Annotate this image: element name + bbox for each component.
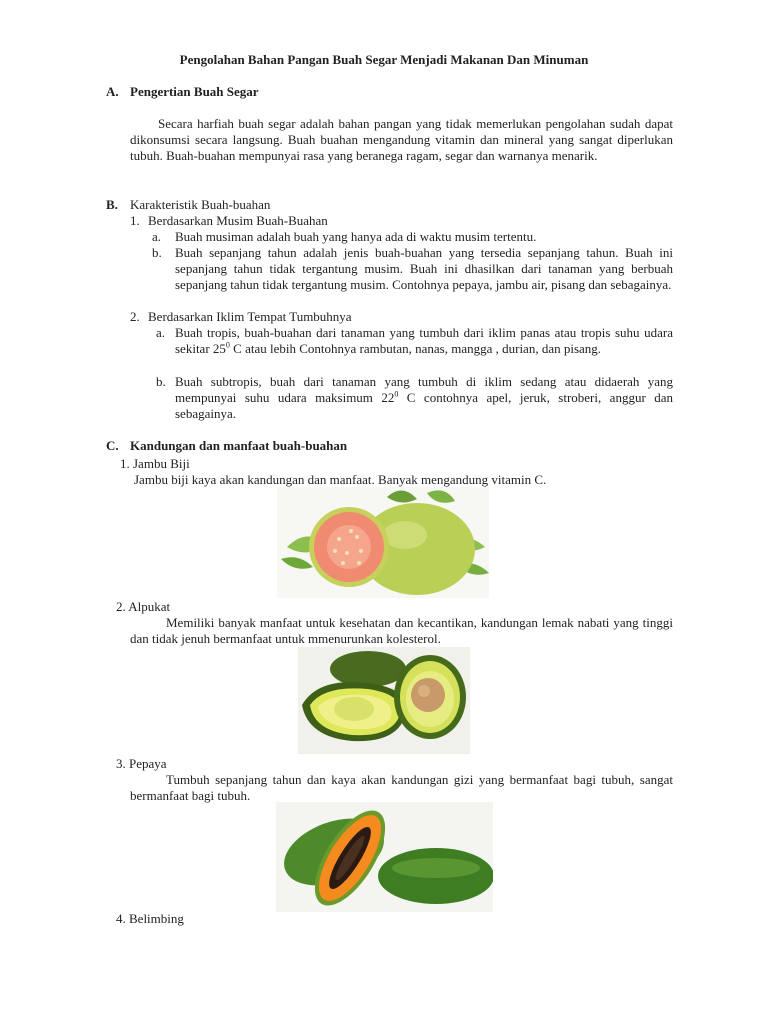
- b2b-text: Buah subtropis, buah dari tanaman yang tumbuh di iklim sedang atau didaerah yang mempunyai suhu udara maksimum $22^0$ C contohnya apel, jeruk, stroberi, anggur dan sebagainya.: [175, 374, 673, 422]
- b1b-label: b.: [152, 245, 162, 260]
- c1-text: Jambu biji kaya akan kandungan dan manfaat. Banyak mengandung vitamin C.: [134, 472, 547, 487]
- c3-label: 3. Pepaya: [116, 756, 167, 771]
- guava-image: [277, 487, 489, 598]
- guava-illustration: [277, 487, 489, 598]
- section-a-heading: Pengertian Buah Segar: [130, 84, 259, 99]
- section-b-marker: B.: [106, 197, 118, 212]
- b2a-text: Buah tropis, buah-buahan dari tanaman yang tumbuh dari iklim panas atau tropis suhu udara sekitar $25^0$ C atau lebih Contohnya rambutan, nanas, mangga , durian, dan pisang.: [175, 325, 673, 357]
- c2-text: Memiliki banyak manfaat untuk kesehatan dan kecantikan, kandungan lemak nabati yang tinggi dan tidak jenuh bermanfaat untuk mmenurunkan kolesterol.: [130, 615, 673, 647]
- b2-label: 2.: [130, 309, 140, 324]
- c4-label: 4. Belimbing: [116, 911, 184, 926]
- section-a-marker: A.: [106, 84, 119, 99]
- document-title: Pengolahan Bahan Pangan Buah Segar Menjadi Makanan Dan Minuman: [179, 52, 589, 67]
- section-b-heading: Karakteristik Buah-buahan: [130, 197, 271, 212]
- section-c-marker: C.: [106, 438, 119, 453]
- c3-text: Tumbuh sepanjang tahun dan kaya akan kandungan gizi yang bermanfaat bagi tubuh, sangat bermanfaat bagi tubuh.: [130, 772, 673, 804]
- b2b-label: b.: [156, 374, 166, 389]
- b1b-text: Buah sepanjang tahun adalah jenis buah-buahan yang tersedia sepanjang tahun. Buah ini sepanjang tahun tidak tergantung musim. Buah ini dhasilkan dari tanaman yang berbuah sepanjang tahun tidak tergantung musim. Contohnya pepaya, jambu air, pisang dan sebagainya.: [175, 245, 673, 293]
- papaya-image: [276, 802, 493, 912]
- b2a-label: a.: [156, 325, 166, 340]
- avocado-image: [298, 647, 470, 754]
- b1-label: 1.: [130, 213, 140, 228]
- c2-label: 2. Alpukat: [116, 599, 171, 614]
- section-a-paragraph: Secara harfiah buah segar adalah bahan pangan yang tidak memerlukan pengolahan sudah dapat dikonsumsi secara langsung. Buah buahan mengandung vitamin dan mineral yang sangat diperlukan tubuh. Buah-buahan mempunyai rasa yang beranega ragam, segar dan warnanya menarik.: [130, 116, 673, 164]
- papaya-illustration: [276, 802, 493, 912]
- avocado-illustration: [298, 647, 470, 754]
- section-c-heading: Kandungan dan manfaat buah-buahan: [130, 438, 348, 453]
- b1a-text: Buah musiman adalah buah yang hanya ada di waktu musim tertentu.: [175, 229, 537, 244]
- c1-label: 1. Jambu Biji: [120, 456, 190, 471]
- b1a-label: a.: [152, 229, 162, 244]
- b2-title: Berdasarkan Iklim Tempat Tumbuhnya: [148, 309, 352, 324]
- b1-title: Berdasarkan Musim Buah-Buahan: [148, 213, 328, 228]
